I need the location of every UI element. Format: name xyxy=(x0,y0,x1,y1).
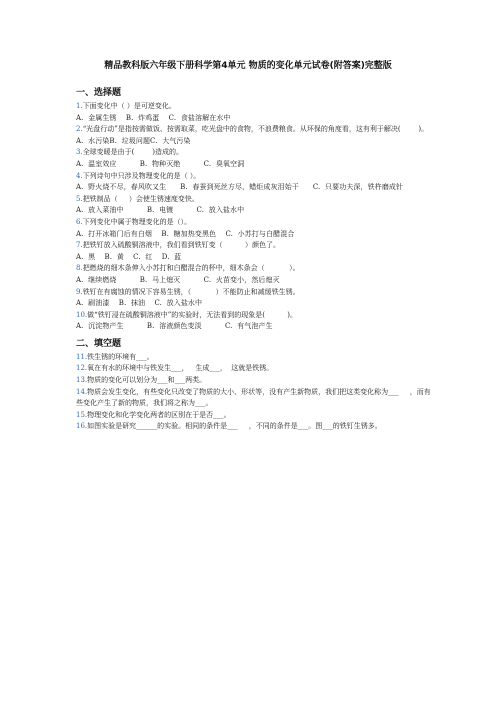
question-text: 如图实验是研究______的实验。相同的条件是___ ，不同的条件是___。图___的铁钉生锈多。 xyxy=(87,422,382,431)
question-text: 把铁钉放入硫酸铜溶液中，我们看到铁钉变（ ）颜色了。 xyxy=(82,241,280,250)
question-text: 铁钉在有腐蚀的情况下容易生锈，（ ）不能防止和减缓铁生锈。 xyxy=(82,287,300,296)
question-text: 铁生锈的环境有___。 xyxy=(87,352,154,361)
question-stem xyxy=(76,124,436,136)
question-stem xyxy=(76,287,436,299)
question-number: 15. xyxy=(76,410,88,419)
question-number: 6. xyxy=(76,217,83,226)
question-text: 物质会发生变化，有些变化只改变了物质的大小、形状等，没有产生新物质，我们把这类变化称为___ ，而有些变化产生了新的物质，我们将之称为___。 xyxy=(76,387,431,408)
question-text: 全球变暖是由于( )造成的。 xyxy=(82,148,183,157)
question-stem xyxy=(76,363,436,375)
question-stem xyxy=(76,387,436,410)
section-heading-fill: 二、填空题 xyxy=(76,338,122,349)
question-number: 2. xyxy=(76,125,83,134)
question-stem xyxy=(76,171,436,183)
question-number: 4. xyxy=(76,171,83,180)
document-title: 精品教科版六年级下册科学第4单元 物质的变化单元试卷(附答案)完整版 xyxy=(104,61,392,71)
answer-options: A. 黑 B. 黄 C. 红 D. 蓝 xyxy=(76,252,182,261)
answer-options: A. 野火烧不尽，春风吹又生 B. 春蚕到死丝方尽，蜡炬成灰泪始干 C. 只要功夫深，铁杵磨成针 xyxy=(76,183,404,192)
question-stem xyxy=(76,217,436,229)
question-text: 下列变化中属于物理变化的是（）。 xyxy=(82,217,192,226)
exam-content xyxy=(76,84,436,433)
question-text: 下列诗句中只涉及物理变化的是（ ）。 xyxy=(82,171,201,180)
answer-options: A. 放入菜油中 B. 电镀 C. 放入盐水中 xyxy=(76,206,245,215)
question-text: 下面变化中（ ）是可逆变化。 xyxy=(82,102,176,110)
answer-options: A. 金属生锈 B. 炸鸡蛋 C. 食盐溶解在水中 xyxy=(76,113,231,122)
question-number: 14. xyxy=(76,387,88,396)
question-stem xyxy=(76,194,436,206)
answer-options: A. 温室效应 B. 物种灭绝 C. 臭氧空洞 xyxy=(76,159,245,168)
answer-options: A. 继续燃烧 B. 马上熄灭 C. 火苗变小，然后熄灭 xyxy=(76,275,280,284)
question-number: 10. xyxy=(76,310,88,319)
question-stem xyxy=(76,352,436,364)
answer-options: A. 打开冰箱门后有白烟 B. 糖加热变黑色 C. 小苏打与白醋混合 xyxy=(76,229,295,238)
question-stem xyxy=(76,310,436,322)
question-text: 做“铁钉浸在硫酸铜溶液中”的实验时，无法看到的现象是( )。 xyxy=(87,310,298,319)
fill-question-list xyxy=(76,352,436,433)
question-number: 16. xyxy=(76,422,88,431)
question-text: 氧在有水的环境中与铁发生___， 生成___， 这就是铁锈。 xyxy=(87,364,274,373)
section-heading-choice: 一、选择题 xyxy=(76,88,122,98)
question-stem xyxy=(76,101,436,113)
question-number: 12. xyxy=(76,364,88,373)
question-number: 7. xyxy=(76,241,83,250)
question-number: 9. xyxy=(76,287,83,296)
question-number: 1. xyxy=(76,102,83,110)
choice-question-list xyxy=(76,101,436,333)
question-stem xyxy=(76,421,436,433)
answer-options: A. 水污染B. 垃圾问题C. 大气污染 xyxy=(76,136,191,145)
question-number: 11. xyxy=(76,352,88,361)
answer-options: A. 刷油漆 B. 抹油 C. 放入盐水中 xyxy=(76,299,203,308)
question-number: 13. xyxy=(76,376,88,385)
question-number: 3. xyxy=(76,148,83,157)
question-stem xyxy=(76,147,436,159)
question-number: 5. xyxy=(76,194,83,203)
question-number: 8. xyxy=(76,264,83,273)
question-text: 物质的变化可以划分为___和___两类。 xyxy=(87,376,207,385)
question-stem xyxy=(76,410,436,422)
question-stem xyxy=(76,263,436,275)
question-text: 物理变化和化学变化两者的区别在于是否___。 xyxy=(87,410,231,419)
question-text: “光盘行动”是指按需做饭、按需取菜，吃光盘中的食物，不浪费粮食。从环保的角度看，这有利于解决( )。 xyxy=(82,125,429,134)
answer-options: A. 沉淀物产生 B. 溶液颜色变淡 C. 有气泡产生 xyxy=(76,322,273,331)
question-stem xyxy=(76,240,436,252)
question-stem xyxy=(76,375,436,387)
question-text: 把燃烧的细木条伸入小苏打和白醋混合的杯中，细木条会（ ）。 xyxy=(82,264,300,273)
question-text: 把铁制品（ ）会使生锈速度变快。 xyxy=(82,194,199,203)
